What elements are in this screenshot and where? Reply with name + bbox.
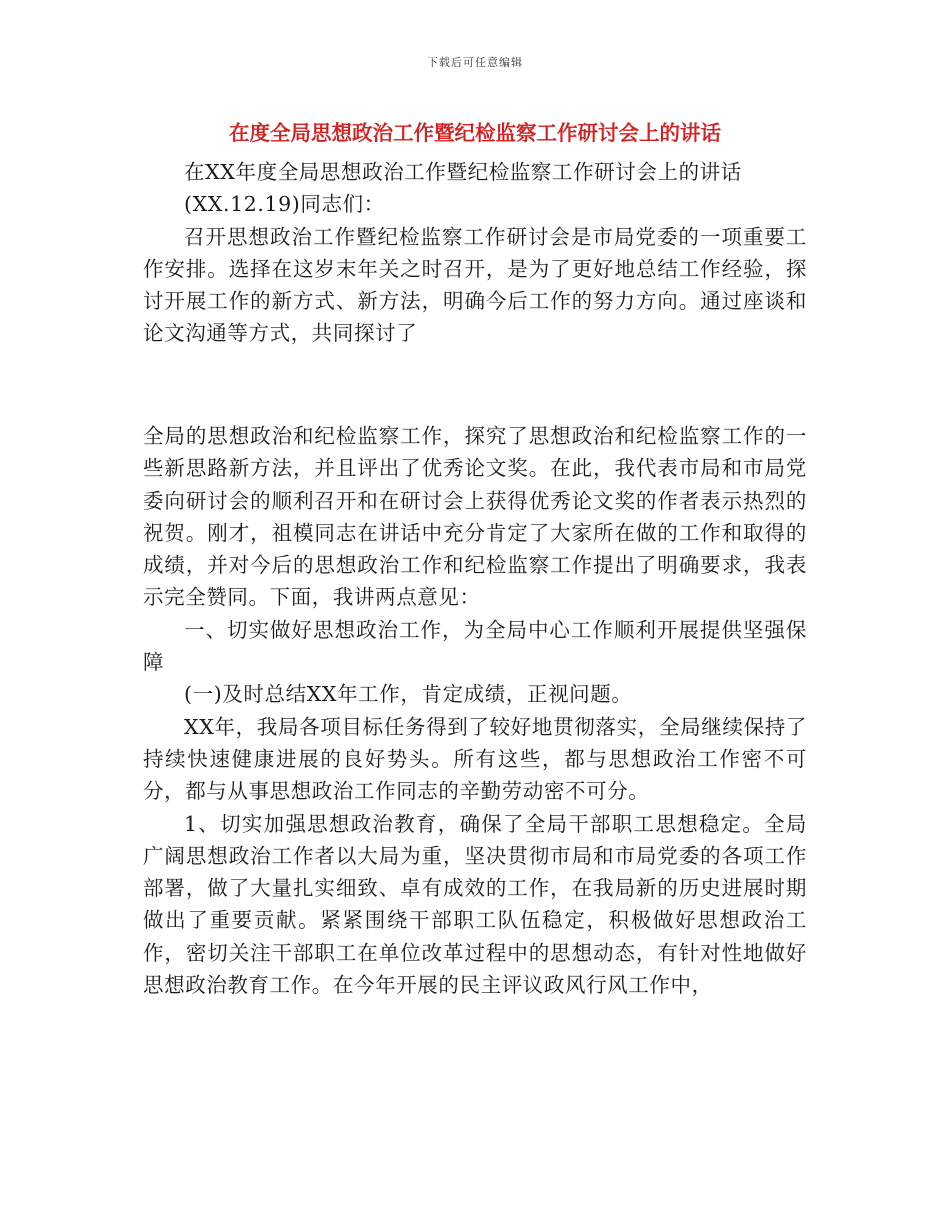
document-body-top xyxy=(143,156,807,350)
header-note: 下载后可任意编辑 xyxy=(427,56,523,69)
paragraph: 全局的思想政治和纪检监察工作，探究了思想政治和纪检监察工作的一些新思路新方法，并且评出了优秀论文奖。在此，我代表市局和市局党委向研讨会的顺利召开和在研讨会上获得优秀论文奖的作者表示热烈的祝贺。刚才，祖模同志在讲话中充分肯定了大家所在做的工作和取得的成绩，并对今后的思想政治工作和纪检监察工作提出了明确要求，我表示完全赞同。下面，我讲两点意见： xyxy=(143,424,807,610)
paragraph: (XX.12.19)同志们： xyxy=(184,192,385,217)
paragraph: XX年，我局各项目标任务得到了较好地贯彻落实，全局继续保持了持续快速健康进展的良好势头。所有这些，都与思想政治工作密不可分，都与从事思想政治工作同志的辛勤劳动密不可分。 xyxy=(143,714,807,804)
paragraph: 在XX年度全局思想政治工作暨纪检监察工作研讨会上的讲话 xyxy=(184,160,742,184)
document-body-bottom xyxy=(143,420,807,1001)
section-heading: 一、切实做好思想政治工作，为全局中心工作顺利开展提供坚强保障 xyxy=(143,617,807,675)
paragraph: 1、切实加强思想政治教育，确保了全局干部职工思想稳定。全局广阔思想政治工作者以大局为重，坚决贯彻市局和市局党委的各项工作部署，做了大量扎实细致、卓有成效的工作，在我局新的历史进展时期做出了重要贡献。紧紧围绕干部职工队伍稳定，积极做好思想政治工作，密切关注干部职工在单位改革过程中的思想动态，有针对性地做好思想政治教育工作。在今年开展的民主评议政风行风工作中， xyxy=(143,811,807,998)
document-title: 在度全局思想政治工作暨纪检监察工作研讨会上的讲话 xyxy=(229,121,721,145)
subsection-heading: (一)及时总结XX年工作，肯定成绩，正视问题。 xyxy=(184,682,633,707)
paragraph: 召开思想政治工作暨纪检监察工作研讨会是市局党委的一项重要工作安排。选择在这岁末年关之时召开，是为了更好地总结工作经验，探讨开展工作的新方式、新方法，明确今后工作的努力方向。通过座谈和论文沟通等方式，共同探讨了 xyxy=(143,224,807,346)
